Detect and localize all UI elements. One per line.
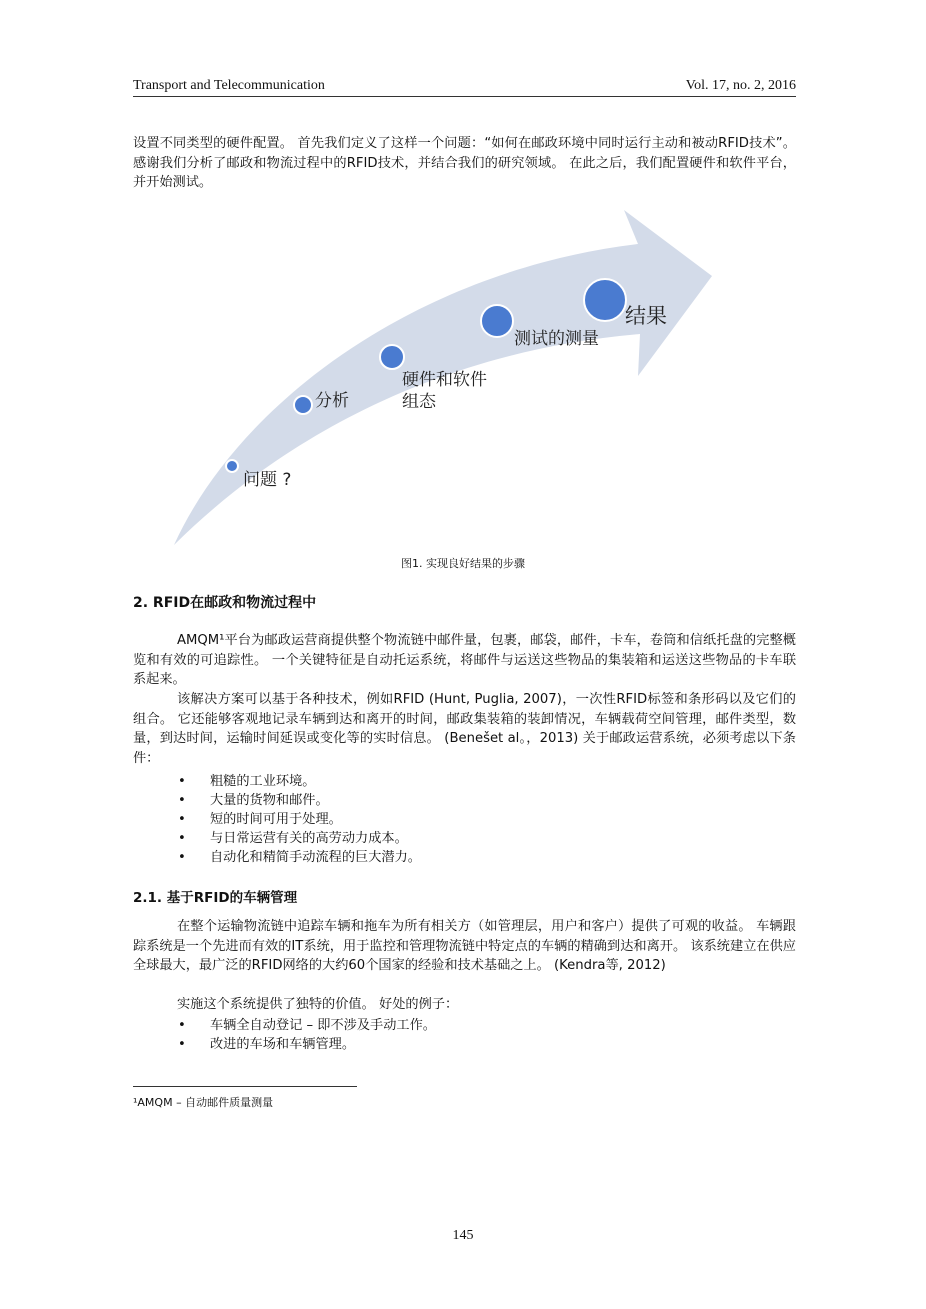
benefits-list xyxy=(178,1016,436,1054)
figure-caption: 图1. 实现良好结果的步骤 xyxy=(401,557,525,570)
section-2-1-heading: 2.1. 基于RFID的车辆管理 xyxy=(133,890,298,906)
section-2-heading: 2. RFID在邮政和物流过程中 xyxy=(133,595,317,611)
step-node-4 xyxy=(481,305,513,337)
journal-name: Transport and Telecommunication xyxy=(133,78,325,93)
step-node-5 xyxy=(584,279,626,321)
page-number: 145 xyxy=(452,1228,474,1243)
step-node-2 xyxy=(294,396,312,414)
step-label-4: 测试的测量 xyxy=(514,329,599,349)
list-item: • 粗糙的工业环境。 xyxy=(178,772,421,791)
list-item: • 改进的车场和车辆管理。 xyxy=(178,1035,436,1054)
list-item: • 车辆全自动登记 – 即不涉及手动工作。 xyxy=(178,1016,436,1035)
footnote: ¹AMQM – 自动邮件质量测量 xyxy=(133,1096,274,1109)
conditions-list xyxy=(178,772,421,867)
step-label-3 xyxy=(402,369,487,413)
volume-info: Vol. 17, no. 2, 2016 xyxy=(685,78,796,93)
step-label-1: 问题 ? xyxy=(243,470,292,490)
section-2-para-2: 该解决方案可以基于各种技术，例如RFID (Hunt, Puglia, 2007)，一次性RFID标签和条形码以及它们的组合。 它还能够客观地记录车辆到达和离开的时间，邮政集装箱的装卸情况，车辆载荷空间管理，邮件类型，数量，到达时间，运输时间延误或变化等的实时信息。 (Benešet al。，2013) 关于邮政运营系统，必须考虑以下条件： xyxy=(133,692,796,766)
step-node-1 xyxy=(226,460,238,472)
step-label-3-line2: 组态 xyxy=(402,392,436,412)
intro-paragraph: 设置不同类型的硬件配置。 首先我们定义了这样一个问题：“如何在邮政环境中同时运行主动和被动RFID技术”。 感谢我们分析了邮政和物流过程中的RFID技术，并结合我们的研究领域。 在此之后，我们配置硬件和软件平台，并开始测试。 xyxy=(133,136,796,190)
step-node-3 xyxy=(380,345,404,369)
footnote-divider xyxy=(133,1086,357,1087)
step-label-5: 结果 xyxy=(625,304,667,328)
list-item: • 自动化和精简手动流程的巨大潜力。 xyxy=(178,848,421,867)
list-item: • 短的时间可用于处理。 xyxy=(178,810,421,829)
step-label-3-line1: 硬件和软件 xyxy=(402,370,487,390)
step-label-2: 分析 xyxy=(315,391,349,411)
section-2-1-para-1: 在整个运输物流链中追踪车辆和拖车为所有相关方（如管理层，用户和客户）提供了可观的收益。 车辆跟踪系统是一个先进而有效的IT系统，用于监控和管理物流链中特定点的车辆的精确到达和离开。 该系统建立在供应全球最大，最广泛的RFID网络的大约60个国家的经验和技术基础之上。 (Kendra等, 2012) xyxy=(133,919,796,973)
list-item: • 大量的货物和邮件。 xyxy=(178,791,421,810)
section-2-para-1: AMQM¹平台为邮政运营商提供整个物流链中邮件量，包裹，邮袋，邮件，卡车，卷筒和信纸托盘的完整概览和有效的可追踪性。 一个关键特征是自动托运系统，将邮件与运送这些物品的集装箱和运送这些物品的卡车联系起来。 xyxy=(133,633,796,687)
list-item: • 与日常运营有关的高劳动力成本。 xyxy=(178,829,421,848)
section-2-1-para-2: 实施这个系统提供了独特的价值。 好处的例子： xyxy=(177,997,459,1012)
